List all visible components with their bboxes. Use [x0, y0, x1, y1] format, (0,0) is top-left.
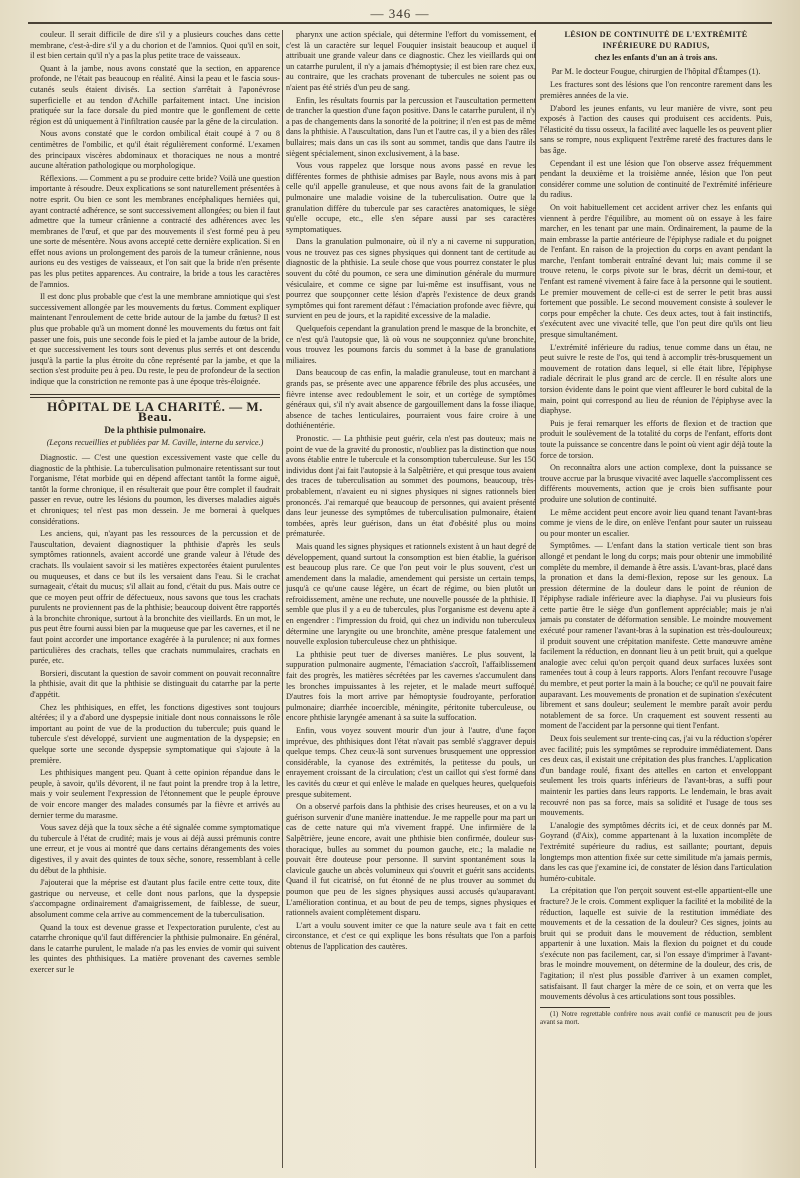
footnote: (1) Notre regrettable confrère nous avait confié ce manuscrit peu de jours avant sa mort.: [540, 1009, 772, 1027]
paragraph: couleur. Il serait difficile de dire s'il y a plusieurs couches dans cette membrane, c'est-à-dire s'il y a du chorion et de l'amnios. Quoi qu'il en soit, il est bien certain qu'il n'y a pas la plus petite trace de vaisseaux.: [30, 30, 280, 61]
paragraph: D'abord les jeunes enfants, vu leur manière de vivre, sont peu exposés à l'action des causes qui produisent ces accidents. Puis, l'élasticité du tissu osseux, la facilité avec laquelle les os peuvent plier sans se rompre, nous expliquent l'extrême rareté des fractures dans le bas âge.: [540, 103, 772, 155]
paragraph: Les anciens, qui, n'ayant pas les ressources de la percussion et de l'auscultation, devaient diagnostiquer la phthisie d'après les seuls symptômes rationnels, avaient accordé une grande valeur à l'étude des crachats. Ils voulaient savoir si les matières expectorées étaient purulentes ou muqueuses, et dans ce but ils les versaient dans l'eau. Si le crachat surnageait, c'était du mucus; s'il allait au fond, c'était du pus. Mais outre ce que ce moyen peut offrir de défectueux, nous savons que tous les crachats purulents ne proviennent pas de la phthisie; beaucoup doivent être rapportés à la bronchite chronique, surtout à la bronchite des vieillards. En un mot, le pus peut être fourni aussi bien par la muqueuse que par les cavernes, et il ne faut point accorder une importance exagérée à la purulence; ni aux formes particulières des crachats, telles que crachats nummulaires, crachats en purée, etc.: [30, 529, 280, 666]
paragraph: On reconnaîtra alors une action complexe, dont la puissance se trouve accrue par la brusque vivacité avec laquelle s'accomplissent ces différents mouvements, action que je crois bien suffisante pour produire une solution de continuité.: [540, 463, 772, 504]
article-byline: (Leçons recueillies et publiées par M. Caville, interne du service.): [46, 438, 264, 448]
paragraph: Diagnostic. — C'est une question excessivement vaste que celle du diagnostic de la phthisie. La tuberculisation pulmonaire retentissant sur tout l'organisme, l'état morbide qui en dépend affectant tantôt la forme aiguë, tantôt la forme chronique, il en résulterait que pour être complet il faudrait passer en revue, outre les lésions du poumon, les diverses maladies aiguës et chroniques; tel n'est pas mon dessein. Je me bornerai à quelques considérations.: [30, 452, 280, 526]
paragraph: Quand la toux est devenue grasse et l'expectoration purulente, c'est au catarrhe chronique qu'il faut différencier la phthisie pulmonaire. En général, dans le catarrhe purulent, le malade n'a pas les envies de vomir qui suivent les quintes des phthisiques. La matière provenant des cavernes semble exercer sur le: [30, 922, 280, 974]
paragraph: Cependant il est une lésion que l'on observe assez fréquemment pendant la deuxième et la troisième année, lésion que l'on peut considérer comme une solution de continuité de l'extrémité inférieure du radius.: [540, 158, 772, 200]
column-divider-1: [282, 30, 283, 1168]
paragraph: La crépitation que l'on perçoit souvent est-elle appartient-elle une fracture? Je le crois. Comment expliquer la facilité et la mobilité de la réduction, laquelle est suivie de la restitution immédiate des mouvements et de la cessation de la douleur? Ces signes, joints au bruit qui se produit dans le mouvement de réduction, semblent appartenir à une luxation. Mais la flexion du poignet et du coude s'exécute non pas facilement, car, si l'on essaye d'imprimer à l'avant-bras le moindre mouvement, on détermine de la douleur, des cris, de l'agitation; il n'est plus possible d'arriver à un examen complet, satisfaisant. Il faut charger la mère de ce soin, et on verra que les mouvements dévolus à ces articulations sont tous possibles.: [540, 886, 772, 1002]
section-title: HÔPITAL DE LA CHARITÉ. — M. Beau.: [47, 398, 263, 425]
paragraph: Enfin, vous voyez souvent mourir d'un jour à l'autre, d'une façon imprévue, des phthisiques dont l'état n'avait pas semblé s'aggraver depuis quelque temps. Chez ceux-là sont survenues brusquement une oppression considérable, la cyanose des extrémités, la petitesse du pouls, un enrayement croissant de la circulation; c'est un caillot qui s'est formé dans les cavités du cœur et qui enlève le malade en quelques heures, quelquefois presque subitement.: [286, 726, 536, 799]
paragraph: Quelquefois cependant la granulation prend le masque de la bronchite, et ce n'est qu'à l'autopsie que, là où vous ne soupçonniez qu'une bronchite, vous trouvez les poumons farcis du sommet à la base de granulations miliaires.: [286, 324, 536, 365]
section-divider: [30, 394, 280, 398]
paragraph: Il est donc plus probable que c'est la une membrane amniotique qui s'est successivement allongée par les mouvements du fœtus. Comment expliquer maintenant l'enroulement de cette bride autour de la jambe du fœtus? Il est plus que probable qu'à un moment donné les mouvements du fœtus ont fait passer une fois, puis une seconde fois le pied et la jambe autour de la bride, et que successivement les tours sont devenus plus serrés et ont descendu jusqu'à la partie la plus étroite du cône représenté par la jambe, et que la section s'est produite peu à peu. Du reste, le peu de profondeur de la section indique que la constriction ne remonte pas à une époque très-éloignée.: [30, 292, 280, 386]
article-title: LÉSION DE CONTINUITÉ DE L'EXTRÉMITÉ INFÉRIEURE DU RADIUS,: [564, 30, 748, 50]
paragraph: Nous avons constaté que le cordon ombilical était coupé à 7 ou 8 centimètres de l'ombilic, et qu'il était régulièrement conformé. L'examen des principaux viscères abdominaux et thoraciques ne nous a montré aucune altération pathologique ou morphologique.: [30, 129, 280, 171]
paragraph: Vous vous rappelez que lorsque nous avons passé en revue les différentes formes de phthisie admises par Bayle, nous avons mis à part celle qu'il appelle granuleuse, et que nous avons fait de la granulation pulmonaire une maladie voisine de la tuberculisation. Outre que la granulation diffère du tubercule par ses caractères anatomiques, le siège qu'elle occupe, etc., elle s'en sépare aussi par ses caractères symptomatiques.: [286, 161, 536, 234]
paragraph: Borsieri, discutant la question de savoir comment on pouvait reconnaître la phthisie, avait dit que la phthisie se distinguait du catarrhe par la perte d'appétit.: [30, 668, 280, 700]
paragraph: L'art a voulu souvent imiter ce que la nature seule ava t fait en cette circonstance, et c'est ce qui explique les bons résultats que l'on a parfois obtenus de l'application des cautères.: [286, 920, 536, 951]
header-rule: [28, 22, 772, 24]
page-number: — 346 —: [370, 6, 430, 21]
column-2: [286, 30, 536, 1170]
paragraph: Dans beaucoup de cas enfin, la maladie granuleuse, tout en marchant à grands pas, se présente avec une apparence fébrile des plus accusées, une fièvre intense avec redoublement le soir, et un cortège de symptômes généraux qui, s'il n'y avait absence de gargouillement dans la fosse iliaque, absence de taches lenticulaires, pourraient vous faire croire à une dothiénentérie.: [286, 368, 536, 431]
paragraph: Mais quand les signes physiques et rationnels existent à un haut degré de développement, quand surtout la consomption est bien établie, la guérison est beaucoup plus rare. Ce que l'on peut voir le plus souvent, c'est un amendement dans la maladie, amendement qui persiste un certain temps, jusqu'à ce qu'une cause légère, un écart de régime, ou bien plutôt un refroidissement, amène une rechute, une nouvelle poussée de la phthisie. Il semble que plus il y a eu de tubercules, plus l'organisme est devenu apte à en engendrer : l'impression du froid, qui chez un individu non tuberculeux détermine une laryngite ou une bronchite, amène presque fatalement une nouvelle explosion tuberculeuse chez un phthisique.: [286, 541, 536, 647]
paragraph: La phthisie peut tuer de diverses manières. Le plus souvent, la suppuration pulmonaire augmente, l'émaciation s'accroît, l'affaiblissement fait des progrès, les matières sécrétées par les cavernes s'accumulent dans les bronches impuissantes à les rejeter, et le malade meurt suffoqué. D'autres fois la mort arrive par hémoptysie foudroyante, perforation pulmonaire; diarrhée incoercible, méningite, péritonite tuberculeuse, ou encore phthisie laryngée amenant à sa suite la suffocation.: [286, 649, 536, 723]
paragraph: Symptômes. — L'enfant dans la station verticale tient son bras allongé et pendant le long du corps; mais pour obtenir une immobilité complète du membre, il demande à être assis. L'avant-bras, placé dans la pronation et dans la demi-flexion, repose sur les genoux. La pression détermine de la douleur dans le point de réunion de l'épiphyse radiale inférieure avec la diaphyse. J'ai vu plusieurs fois cette partie être le siège d'un gonflement appréciable; mais je n'ai jamais pu constater de déformation sensible. Le moindre mouvement exécuté pour ramener l'avant-bras à la supination est très-douloureux; il produit souvent une crépitation manifeste. Cette manœuvre amène facilement la réduction, en donnant lieu à un petit bruit, qui a quelque analogie avec celui qu'on perçoit quand deux surfaces luxées sont ramenées tout à coup à leurs rapports. Alors l'enfant recouvre l'usage du membre, et peut porter la main à la bouche; ce qu'il ne pouvait faire auparavant. Les mouvements de pronation et de supination s'exécutent librement et sans douleur; seulement le membre paraît avoir perdu notablement de sa force. Un craquement est souvent ressenti au moment de l'accident par la personne qui tient l'enfant.: [540, 541, 772, 731]
paragraph: L'extrémité inférieure du radius, tenue comme dans un étau, ne peut suivre le reste de l'os, qui tend à accomplir très-brusquement un mouvement de rotation dans lequel, si elle était libre, l'épiphyse radiale décrirait le plus grand arc de cercle. Il en résulte alors une torsion évidente dans le point que vient affleurer le bord cubital de la main, point qui correspond au lieu de réunion de l'épiphyse avec la diaphyse.: [540, 342, 772, 416]
paragraph: Quant à la jambe, nous avons constaté que la section, en apparence profonde, ne l'était pas beaucoup en réalité. Ainsi la peau et le fascia sous-cutanés seuls étaient divisés. La section s'arrêtait à l'aponévrose superficielle et au tendon d'Achille parfaitement intact. Une incision pratiquée sur la face dorsale du pied montre que le gonflement de cette région est dû uniquement à l'infiltration causée par la gêne de la circulation.: [30, 63, 280, 126]
paragraph: Chez les phthisiques, en effet, les fonctions digestives sont toujours altérées; il y a d'abord une dyspepsie initiale dont nous connaissons le rôle important au point de vue de la production du tubercule; puis quand le tubercule s'est développé, survient une augmentation de la dyspepsie; en quelque sorte une seconde dyspepsie symptomatique qui s'ajoute à la première.: [30, 702, 280, 765]
paragraph: pharynx une action spéciale, qui détermine l'effort du vomissement, et c'est là un caractère sur lequel Fouquier insistait beaucoup et auquel il attribuait une grande valeur dans ce diagnostic. Chez les vieillards qui ont un catarrhe purulent, il n'y a jamais d'hémoptysie; il est bien rare chez eux, au contraire, que les crachats provenant de tubercules ne soient pas ou n'aient pas été striés d'un peu de sang.: [286, 30, 536, 92]
paragraph: Les phthisiques mangent peu. Quant à cette opinion répandue dans le peuple, à savoir, qu'ils dévorent, il ne faut point la prendre trop à la lettre, mais y voir seulement l'expression de l'étonnement que le peuple éprouve de voir encore manger des malades consumés par la fièvre et arrivés au dernier terme du marasme.: [30, 768, 280, 820]
paragraph: Deux fois seulement sur trente-cinq cas, j'ai vu la réduction s'opérer avec facilité; puis les symptômes se reproduire immédiatement. Dans ces deux cas, il existait une crépitation des plus franches. L'application d'un bandage roulé, fixant des attelles en carton et enveloppant seulement les trois quarts inférieurs de l'avant-bras, a suffi pour maintenir les parties dans leurs rapports. Le lendemain, le bras avait recouvré non pas sa force, mais sa solidité et l'usage de tous ses mouvements.: [540, 734, 772, 818]
paragraph: Réflexions. — Comment a pu se produire cette bride? Voilà une question importante à résoudre. Deux explications se sont naturellement présentées à notre esprit. Ou bien ce sont les membranes encéphaliques herniées qui, ayant contracté adhérence, se sont successivement allongées; ou bien il faut admettre que la tumeur crânienne a contracté des adhérences avec les membranes de l'œuf, et que par des mouvements il s'est formé peu à peu une sorte de mésentère. Nous avons accepté cette dernière explication. Si en effet nous avions un prolongement des parois de la tumeur crânienne, nous aurions eu des vestiges de vaisseaux, et l'on sait que la bride n'en présente pas les plus petites apparences. Au contraire, la bride a tous les caractères de l'amnios.: [30, 173, 280, 289]
paragraph: J'ajouterai que la méprise est d'autant plus facile entre cette toux, dite gastrique ou nerveuse, et celle dont nous parlons, que la dyspepsie s'accompagne ordinairement d'amaigrissement, de faiblesse, de sueur, absolument comme cela arrive au commencement de la tuberculisation.: [30, 878, 280, 919]
paragraph: Le même accident peut encore avoir lieu quand tenant l'avant-bras comme je viens de le dire, on enlève l'enfant pour sauter un ruisseau ou pour monter un escalier.: [540, 507, 772, 538]
column-1: [30, 30, 280, 1170]
paragraph: Pronostic. — La phthisie peut guérir, cela n'est pas douteux; mais ne point de vue de la gravité du pronostic, n'oubliez pas la distinction que nous avons établie entre le tubercule et la consomption tuberculeuse. Sur les 150 individus dont j'ai fait l'autopsie à la Salpêtrière, et qui presque tous avaient des traces de tuberculisation au sommet des poumons, beaucoup, très-probablement, n'avaient eu ni signes physiques ni signes rationnels bien prononcés. J'ai remarqué que beaucoup de personnes, qui avaient présenté dans leur jeunesse des symptômes de tuberculisation pulmonaire, étaient tombées, après leur guérison, dans un état d'obésité plus ou moins prématurée.: [286, 433, 536, 539]
paragraph: Vous savez déjà que la toux sèche a été signalée comme symptomatique du tubercule à l'état de crudité; mais je vous ai déjà aussi prémunis contre une erreur, et je vous ai montré que dans certains dérangements des voies digestives, il y avait des quintes de toux sèche, sonore, ressemblant à celle du début de la phthisie.: [30, 823, 280, 875]
paragraph: Dans la granulation pulmonaire, où il n'y a ni caverne ni suppuration, vous ne trouvez pas ces signes physiques qui donnent tant de certitude au diagnostic de la phthisie. La seule chose que vous pourrez constater le plus souvent du côté du poumon, ce sera une diminution générale du murmure vésiculaire, et comme ce signe par lui-même est insuffisant, vous ne pourrez que soupçonner cette lésion d'après l'existence de deux grands symptômes qui font rarement défaut : l'émaciation profonde avec fièvre, qui survient en peu de jours, et la rapidité excessive de la maladie.: [286, 237, 536, 321]
paragraph: Les fractures sont des lésions que l'on rencontre rarement dans les premières années de la vie.: [540, 80, 772, 100]
article-subtitle: De la phthisie pulmonaire.: [104, 424, 206, 435]
article-subtitle: chez les enfants d'un an à trois ans.: [594, 53, 718, 63]
column-3: [540, 30, 772, 1170]
paragraph: Enfin, les résultats fournis par la percussion et l'auscultation permettent de trancher la question d'une façon positive. Dans le catarrhe purulent, il n'y a pas de changements dans la sonorité de la poitrine; il n'en est pas de même dans la phthisie. A l'auscultation, dans l'un et l'autre cas, il y a bien des râles bullaires; mais dans un cas ils sont au sommet, tandis que dans l'autre ils siègent spécialement, sinon exclusivement, à la base.: [286, 95, 536, 158]
paragraph: L'analogie des symptômes décrits ici, et de ceux donnés par M. Goyrand (d'Aix), comme appartenant à la luxation incomplète de l'extrémité supérieure du radius, est saillante; pourtant, depuis longtemps mon attention fixée sur cette similitude m'a jamais permis, dans les cas que j'examine ici, de constater de lésion dans l'articulation huméro-cubitale.: [540, 820, 772, 883]
paragraph: On a observé parfois dans la phthisie des crises heureuses, et on a vu la guérison survenir d'une manière inattendue. Je me rappelle pour ma part un cas de cette nature qui m'a vivement frappé. Une infirmière de la Salpêtrière, jeune encore, avait une phthisie bien confirmée, douleur sus-thoracique, bulles au sommet du poumon gauche, etc.; la maladie ne pouvait être douteuse pour personne. Il survint spontanément sous la clavicule gauche un abcès volumineux qui s'ouvrit et guérit sans accidents. Quand il fut cicatrisé, on fut étonné de ne plus trouver au sommet du poumon que peu de les signes physiques aussi accusés qu'auparavant. L'amélioration continua, et au bout de peu de temps, signes physiques et rationnels avaient complètement disparu.: [286, 802, 536, 918]
article-byline: Par M. le docteur Fougue, chirurgien de l'hôpital d'Étampes (1).: [551, 66, 761, 76]
paragraph: On voit habituellement cet accident arriver chez les enfants qui viennent à perdre l'équilibre, au moment où on essaye à les faire marcher, en les tenant par une main. Ordinairement, la paume de la main embrasse la partie antérieure de l'épiphyse radiale et du poignet de l'enfant. En raison de la projection du corps en avant pendant la marche, l'enfant tomberait entraîné devant lui; mais comme il se trouve retenu, le corps pivote sur le bras, décrit un demi-tour, et l'enfant est ramené vivement à faire face à la personne qui le soutient. Le premier mouvement de celle-ci est de serrer le petit bras aussi fortement que possible. Le second mouvement consiste à soulever le corps pour empêcher la chute. Ces deux actes, tout à fait instinctifs, s'exécutent avec une vivacité telle, que l'on peut dire qu'ils ont lieu presque simultanément.: [540, 202, 772, 340]
footnote-rule: [540, 1007, 610, 1008]
paragraph: Puis je ferai remarquer les efforts de flexion et de traction que produit le soulèvement de la totalité du corps de l'enfant, efforts dont toute la puissance se concentre dans le point où vient agir déjà toute la force de torsion.: [540, 418, 772, 460]
